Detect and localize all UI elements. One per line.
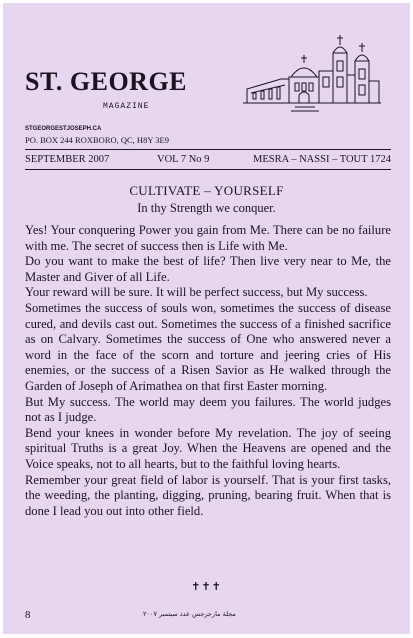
cross-ornament: ✝✝✝ — [191, 581, 222, 593]
masthead — [25, 67, 187, 97]
issue-date: SEPTEMBER 2007 — [25, 154, 110, 165]
website-text: STGEORGESTJOSEPH.CA — [25, 126, 102, 132]
page-number: 8 — [25, 609, 31, 621]
article-body — [25, 223, 391, 519]
coptic-date: MESRA – NASSI – TOUT 1724 — [253, 154, 391, 165]
article-title: CULTIVATE – YOURSELF — [129, 183, 284, 198]
magazine-page — [3, 3, 410, 634]
paragraph: Bend your knees in wonder before My revelation. The joy of seeing spiritual Truths is a great Joy. When the Heavens are opened and the Voice speaks, not to all hearts, but to the faithful loving hearts. — [25, 425, 391, 471]
church-illustration-icon — [241, 31, 383, 131]
magazine-subtitle: MAGAZINE — [103, 102, 150, 111]
arabic-footer-text: مجلة مارجرجس عدد سبتمبر ٢٠٠٧ — [143, 610, 236, 618]
issue-volume: VOL 7 No 9 — [157, 154, 210, 165]
paragraph: But My success. The world may deem you failures. The world judges not as I judge. — [25, 394, 391, 425]
paragraph: Your reward will be sure. It will be perfect success, but My success. — [25, 285, 368, 300]
paragraph: Yes! Your conquering Power you gain from Me. There can be no failure with me. The secret of success then is Life with Me. — [25, 223, 391, 253]
article-subtitle: In thy Strength we conquer. — [137, 201, 276, 215]
top-divider — [25, 149, 391, 150]
magazine-title: ST. GEORGE — [25, 67, 188, 96]
paragraph: Do you want to make the best of life? Then live very near to Me, the Master and Giver of all Life. — [25, 254, 391, 284]
paragraph: Sometimes the success of souls won, sometimes the success of disease cured, and devils cast out. Sometimes the success of a finished sacrifice as on Calvary. Sometimes the success of One who answered never a word in the face of the scorn and torture and jeering cries of His enemies, or the success of a Risen Savior as He walked through the Garden of Joseph of Arimathea on that first Easter morning. — [25, 300, 391, 393]
bottom-divider — [25, 169, 391, 170]
postal-address: PO. BOX 244 ROXBORO, QC, H8Y 3E9 — [25, 135, 169, 145]
paragraph: Remember your great field of labor is yourself. That is your first tasks, the weeding, the planting, digging, pruning, bearing fruit. When that is done I lead you out into other field. — [25, 472, 391, 518]
